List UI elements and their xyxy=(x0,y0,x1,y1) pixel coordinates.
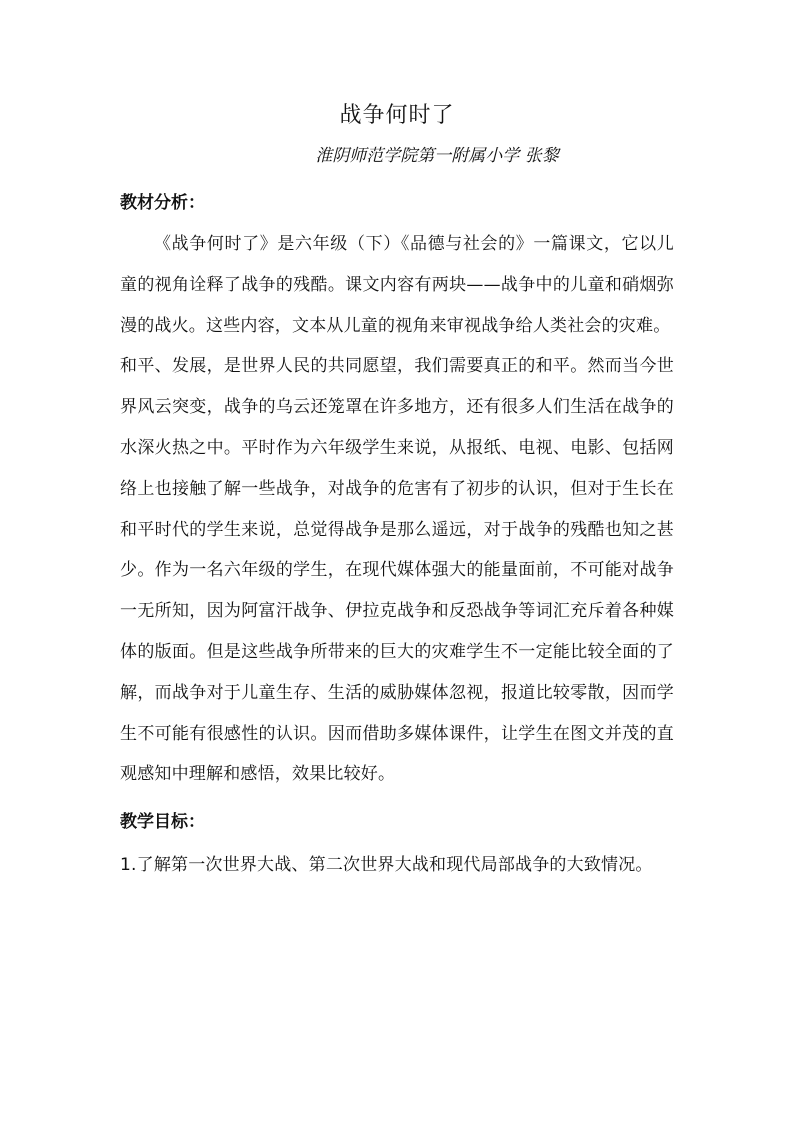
analysis-paragraph-2: 和平、发展，是世界人民的共同愿望，我们需要真正的和平。然而当今世界风云突变，战争的乌云还笼罩在许多地方，还有很多人们生活在战争的水深火热之中。平时作为六年级学生来说，从报纸、电视、电影、包括网络上也接触了解一些战争，对战争的危害有了初步的认识，但对于生长在和平时代的学生来说，总觉得战争是那么遥远，对于战争的残酷也知之甚少。作为一名六年级的学生，在现代媒体强大的能量面前，不可能对战争一无所知，因为阿富汗战争、伊拉克战争和反恐战争等词汇充斥着各种媒体的版面。但是这些战争所带来的巨大的灾难学生不一定能比较全面的了解，而战争对于儿童生存、生活的威胁媒体忽视，报道比较零散，因而学生不可能有很感性的认识。因而借助多媒体课件，让学生在图文并茂的直观感知中理解和感悟，效果比较好。 xyxy=(120,356,674,785)
document-author: 淮阴师范学院第一附属小学 张黎 xyxy=(315,146,559,166)
analysis-paragraph-1: 《战争何时了》是六年级（下）《品德与社会的》一篇课文，它以儿童的视角诠释了战争的残酷。课文内容有两块——战争中的儿童和硝烟弥漫的战火。这些内容，文本从儿童的视角来审视战争给人类社会的灾难。 xyxy=(120,234,674,336)
analysis-heading: 教材分析： xyxy=(120,193,205,213)
goals-heading: 教学目标： xyxy=(120,812,205,833)
document-body xyxy=(120,182,674,886)
document-title: 战争何时了 xyxy=(339,103,455,128)
goal-item-1: 1.了解第一次世界大战、第二次世界大战和现代局部战争的大致情况。 xyxy=(120,855,653,876)
